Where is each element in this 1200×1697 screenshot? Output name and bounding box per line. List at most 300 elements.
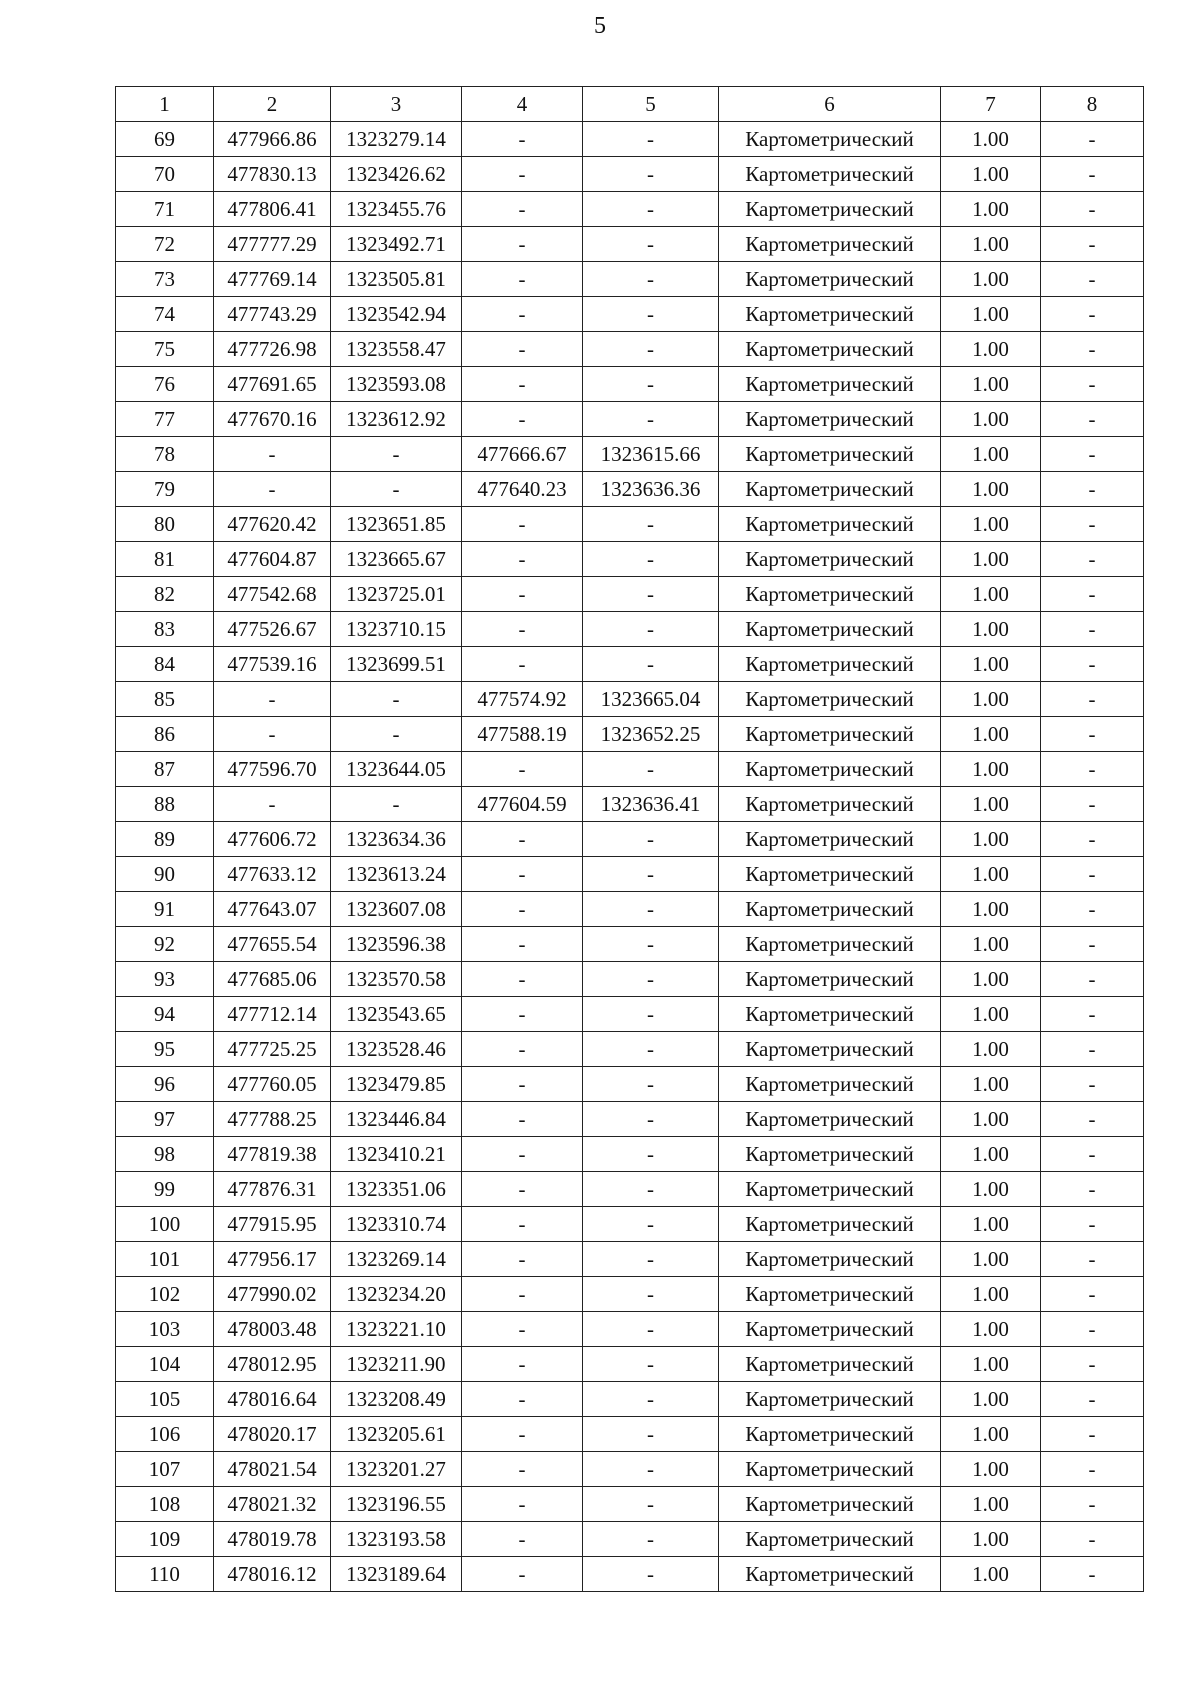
table-cell: - bbox=[462, 1382, 583, 1417]
column-header: 2 bbox=[214, 87, 331, 122]
table-cell: 92 bbox=[116, 927, 214, 962]
table-cell: - bbox=[1041, 1137, 1144, 1172]
table-cell: 98 bbox=[116, 1137, 214, 1172]
table-cell: Картометрический bbox=[719, 192, 941, 227]
table-cell: 1.00 bbox=[941, 1207, 1041, 1242]
table-cell: 477760.05 bbox=[214, 1067, 331, 1102]
table-cell: - bbox=[583, 752, 719, 787]
table-cell: Картометрический bbox=[719, 1172, 941, 1207]
table-cell: - bbox=[1041, 822, 1144, 857]
table-cell: 1323543.65 bbox=[331, 997, 462, 1032]
table-cell: 87 bbox=[116, 752, 214, 787]
table-cell: 1.00 bbox=[941, 1067, 1041, 1102]
table-cell: 1.00 bbox=[941, 1417, 1041, 1452]
table-cell: Картометрический bbox=[719, 962, 941, 997]
table-cell: 1.00 bbox=[941, 472, 1041, 507]
table-row bbox=[116, 997, 1144, 1032]
table-cell: - bbox=[583, 1557, 719, 1592]
table-cell: - bbox=[1041, 1417, 1144, 1452]
table-cell: - bbox=[1041, 1522, 1144, 1557]
table-row bbox=[116, 682, 1144, 717]
table-cell: 477769.14 bbox=[214, 262, 331, 297]
table-cell: 477606.72 bbox=[214, 822, 331, 857]
table-cell: - bbox=[462, 1067, 583, 1102]
table-cell: 477620.42 bbox=[214, 507, 331, 542]
table-cell: - bbox=[1041, 507, 1144, 542]
table-cell: 73 bbox=[116, 262, 214, 297]
table-cell: - bbox=[583, 227, 719, 262]
table-cell: - bbox=[331, 717, 462, 752]
table-cell: 1323613.24 bbox=[331, 857, 462, 892]
table-cell: 478019.78 bbox=[214, 1522, 331, 1557]
table-cell: 1.00 bbox=[941, 1102, 1041, 1137]
table-cell: 1323665.04 bbox=[583, 682, 719, 717]
table-cell: 1323196.55 bbox=[331, 1487, 462, 1522]
table-cell: - bbox=[583, 1207, 719, 1242]
table-cell: - bbox=[1041, 892, 1144, 927]
table-cell: 1.00 bbox=[941, 717, 1041, 752]
table-cell: - bbox=[1041, 787, 1144, 822]
table-cell: Картометрический bbox=[719, 227, 941, 262]
table-cell: 74 bbox=[116, 297, 214, 332]
table-cell: - bbox=[1041, 192, 1144, 227]
table-cell: 477588.19 bbox=[462, 717, 583, 752]
table-cell: Картометрический bbox=[719, 717, 941, 752]
table-cell: - bbox=[583, 1487, 719, 1522]
table-row bbox=[116, 612, 1144, 647]
table-cell: Картометрический bbox=[719, 577, 941, 612]
table-cell: - bbox=[331, 437, 462, 472]
table-cell: 78 bbox=[116, 437, 214, 472]
table-cell: Картометрический bbox=[719, 1102, 941, 1137]
table-cell: Картометрический bbox=[719, 612, 941, 647]
table-row bbox=[116, 1277, 1144, 1312]
table-cell: - bbox=[462, 1172, 583, 1207]
table-cell: - bbox=[583, 822, 719, 857]
table-cell: 86 bbox=[116, 717, 214, 752]
table-row bbox=[116, 822, 1144, 857]
table-cell: - bbox=[462, 822, 583, 857]
table-cell: - bbox=[1041, 1557, 1144, 1592]
table-cell: 1.00 bbox=[941, 612, 1041, 647]
table-cell: Картометрический bbox=[719, 1032, 941, 1067]
table-cell: 110 bbox=[116, 1557, 214, 1592]
table-row bbox=[116, 577, 1144, 612]
table-cell: - bbox=[583, 1242, 719, 1277]
table-cell: - bbox=[1041, 1032, 1144, 1067]
table-cell: - bbox=[1041, 262, 1144, 297]
table-row bbox=[116, 1347, 1144, 1382]
table-cell: 477743.29 bbox=[214, 297, 331, 332]
table-cell: - bbox=[462, 122, 583, 157]
table-cell: 1.00 bbox=[941, 402, 1041, 437]
table-cell: Картометрический bbox=[719, 1312, 941, 1347]
table-row bbox=[116, 1032, 1144, 1067]
table-cell: 1323636.41 bbox=[583, 787, 719, 822]
table-cell: Картометрический bbox=[719, 297, 941, 332]
table-row bbox=[116, 297, 1144, 332]
table-row bbox=[116, 1522, 1144, 1557]
table-cell: 1323596.38 bbox=[331, 927, 462, 962]
table-row bbox=[116, 1102, 1144, 1137]
table-cell: 477643.07 bbox=[214, 892, 331, 927]
table-cell: 1323665.67 bbox=[331, 542, 462, 577]
table-cell: 477604.59 bbox=[462, 787, 583, 822]
table-cell: 106 bbox=[116, 1417, 214, 1452]
table-cell: - bbox=[462, 612, 583, 647]
coordinates-table bbox=[115, 86, 1144, 1592]
table-cell: - bbox=[1041, 997, 1144, 1032]
table-cell: - bbox=[462, 1312, 583, 1347]
table-cell: 82 bbox=[116, 577, 214, 612]
table-cell: - bbox=[583, 1312, 719, 1347]
table-cell: - bbox=[462, 1452, 583, 1487]
table-cell: 97 bbox=[116, 1102, 214, 1137]
table-cell: - bbox=[214, 682, 331, 717]
table-cell: - bbox=[1041, 472, 1144, 507]
table-cell: - bbox=[462, 1522, 583, 1557]
table-row bbox=[116, 1557, 1144, 1592]
table-cell: Картометрический bbox=[719, 367, 941, 402]
table-cell: - bbox=[1041, 367, 1144, 402]
table-cell: 478021.32 bbox=[214, 1487, 331, 1522]
table-cell: Картометрический bbox=[719, 437, 941, 472]
table-cell: Картометрический bbox=[719, 542, 941, 577]
table-cell: 1323279.14 bbox=[331, 122, 462, 157]
table-cell: 1.00 bbox=[941, 892, 1041, 927]
column-header: 1 bbox=[116, 87, 214, 122]
table-cell: Картометрический bbox=[719, 472, 941, 507]
table-cell: - bbox=[214, 787, 331, 822]
table-cell: Картометрический bbox=[719, 1137, 941, 1172]
table-cell: 1.00 bbox=[941, 542, 1041, 577]
table-cell: 108 bbox=[116, 1487, 214, 1522]
table-cell: - bbox=[583, 1067, 719, 1102]
table-cell: - bbox=[583, 857, 719, 892]
table-cell: - bbox=[1041, 1382, 1144, 1417]
table-cell: 1.00 bbox=[941, 647, 1041, 682]
table-cell: 1.00 bbox=[941, 787, 1041, 822]
table-row bbox=[116, 647, 1144, 682]
table-cell: - bbox=[331, 472, 462, 507]
table-cell: 1323636.36 bbox=[583, 472, 719, 507]
table-cell: - bbox=[462, 1207, 583, 1242]
table-cell: - bbox=[1041, 437, 1144, 472]
table-cell: 102 bbox=[116, 1277, 214, 1312]
table-cell: 1323201.27 bbox=[331, 1452, 462, 1487]
table-cell: 1.00 bbox=[941, 1172, 1041, 1207]
table-cell: 99 bbox=[116, 1172, 214, 1207]
table-cell: - bbox=[214, 437, 331, 472]
table-cell: - bbox=[1041, 1172, 1144, 1207]
table-cell: 1.00 bbox=[941, 1382, 1041, 1417]
table-cell: 1323652.25 bbox=[583, 717, 719, 752]
table-row bbox=[116, 262, 1144, 297]
table-row bbox=[116, 192, 1144, 227]
table-cell: - bbox=[583, 507, 719, 542]
table-cell: - bbox=[462, 647, 583, 682]
table-cell: 477788.25 bbox=[214, 1102, 331, 1137]
table-cell: Картометрический bbox=[719, 507, 941, 542]
table-row bbox=[116, 1207, 1144, 1242]
table-cell: 1.00 bbox=[941, 1277, 1041, 1312]
table-row bbox=[116, 367, 1144, 402]
table-cell: Картометрический bbox=[719, 997, 941, 1032]
table-cell: - bbox=[1041, 1242, 1144, 1277]
table-row bbox=[116, 332, 1144, 367]
table-cell: 1323205.61 bbox=[331, 1417, 462, 1452]
table-cell: - bbox=[462, 1487, 583, 1522]
table-row bbox=[116, 1487, 1144, 1522]
table-cell: 81 bbox=[116, 542, 214, 577]
table-cell: 79 bbox=[116, 472, 214, 507]
table-cell: - bbox=[214, 717, 331, 752]
table-cell: 1.00 bbox=[941, 262, 1041, 297]
table-cell: - bbox=[1041, 1487, 1144, 1522]
table-cell: 1.00 bbox=[941, 577, 1041, 612]
table-cell: - bbox=[583, 1347, 719, 1382]
table-header bbox=[116, 87, 1144, 122]
table-cell: 478020.17 bbox=[214, 1417, 331, 1452]
table-cell: - bbox=[583, 927, 719, 962]
table-cell: 96 bbox=[116, 1067, 214, 1102]
table-cell: 1323651.85 bbox=[331, 507, 462, 542]
table-cell: - bbox=[1041, 647, 1144, 682]
table-cell: - bbox=[583, 1452, 719, 1487]
table-cell: 103 bbox=[116, 1312, 214, 1347]
table-row bbox=[116, 1242, 1144, 1277]
table-cell: - bbox=[1041, 1207, 1144, 1242]
table-row bbox=[116, 1067, 1144, 1102]
table-cell: 1323410.21 bbox=[331, 1137, 462, 1172]
column-header: 5 bbox=[583, 87, 719, 122]
table-cell: - bbox=[583, 122, 719, 157]
table-cell: 71 bbox=[116, 192, 214, 227]
page-number: 5 bbox=[594, 13, 606, 39]
table-cell: 104 bbox=[116, 1347, 214, 1382]
table-cell: 1.00 bbox=[941, 822, 1041, 857]
table-cell: 70 bbox=[116, 157, 214, 192]
table-cell: - bbox=[1041, 927, 1144, 962]
table-cell: 1323426.62 bbox=[331, 157, 462, 192]
table-cell: - bbox=[583, 1522, 719, 1557]
table-cell: - bbox=[462, 1137, 583, 1172]
table-cell: 1.00 bbox=[941, 227, 1041, 262]
table-cell: Картометрический bbox=[719, 1522, 941, 1557]
table-cell: Картометрический bbox=[719, 892, 941, 927]
table-cell: 477876.31 bbox=[214, 1172, 331, 1207]
table-body bbox=[116, 122, 1144, 1592]
table-cell: 84 bbox=[116, 647, 214, 682]
table-cell: - bbox=[1041, 682, 1144, 717]
table-cell: - bbox=[583, 332, 719, 367]
table-cell: 1.00 bbox=[941, 962, 1041, 997]
table-cell: - bbox=[583, 1032, 719, 1067]
table-cell: 1.00 bbox=[941, 682, 1041, 717]
table-cell: 1.00 bbox=[941, 157, 1041, 192]
table-cell: 1323193.58 bbox=[331, 1522, 462, 1557]
table-cell: - bbox=[462, 1557, 583, 1592]
table-cell: - bbox=[462, 927, 583, 962]
table-cell: 1.00 bbox=[941, 997, 1041, 1032]
column-header: 3 bbox=[331, 87, 462, 122]
table-cell: 477990.02 bbox=[214, 1277, 331, 1312]
table-cell: 478016.64 bbox=[214, 1382, 331, 1417]
table-cell: - bbox=[462, 857, 583, 892]
table-cell: - bbox=[462, 752, 583, 787]
table-cell: 477604.87 bbox=[214, 542, 331, 577]
table-cell: Картометрический bbox=[719, 647, 941, 682]
table-cell: - bbox=[462, 332, 583, 367]
table-cell: - bbox=[331, 787, 462, 822]
table-cell: 1323593.08 bbox=[331, 367, 462, 402]
table-row bbox=[116, 1382, 1144, 1417]
table-cell: - bbox=[462, 1032, 583, 1067]
table-cell: 477574.92 bbox=[462, 682, 583, 717]
table-cell: 1.00 bbox=[941, 752, 1041, 787]
table-cell: 1.00 bbox=[941, 367, 1041, 402]
table-cell: 1.00 bbox=[941, 1137, 1041, 1172]
table-cell: 77 bbox=[116, 402, 214, 437]
table-row bbox=[116, 787, 1144, 822]
table-cell: - bbox=[583, 1172, 719, 1207]
table-cell: 93 bbox=[116, 962, 214, 997]
table-cell: - bbox=[462, 227, 583, 262]
table-cell: - bbox=[1041, 1347, 1144, 1382]
table-cell: 478012.95 bbox=[214, 1347, 331, 1382]
table-cell: 477640.23 bbox=[462, 472, 583, 507]
table-cell: 477806.41 bbox=[214, 192, 331, 227]
table-cell: 1.00 bbox=[941, 1487, 1041, 1522]
table-cell: 477830.13 bbox=[214, 157, 331, 192]
table-cell: 477655.54 bbox=[214, 927, 331, 962]
table-cell: - bbox=[1041, 1312, 1144, 1347]
table-cell: Картометрический bbox=[719, 857, 941, 892]
table-cell: - bbox=[214, 472, 331, 507]
table-cell: 1.00 bbox=[941, 192, 1041, 227]
table-cell: - bbox=[462, 1347, 583, 1382]
table-cell: 88 bbox=[116, 787, 214, 822]
table-cell: 477777.29 bbox=[214, 227, 331, 262]
table-cell: 1.00 bbox=[941, 1557, 1041, 1592]
table-cell: 107 bbox=[116, 1452, 214, 1487]
table-row bbox=[116, 752, 1144, 787]
table-cell: - bbox=[1041, 542, 1144, 577]
table-cell: - bbox=[1041, 402, 1144, 437]
table-cell: - bbox=[583, 997, 719, 1032]
table-cell: - bbox=[583, 577, 719, 612]
table-cell: 1323615.66 bbox=[583, 437, 719, 472]
table-row bbox=[116, 122, 1144, 157]
table-cell: Картометрический bbox=[719, 787, 941, 822]
table-cell: 1323211.90 bbox=[331, 1347, 462, 1382]
table-cell: 478021.54 bbox=[214, 1452, 331, 1487]
table-cell: 477691.65 bbox=[214, 367, 331, 402]
table-cell: - bbox=[583, 1277, 719, 1312]
table-cell: 1.00 bbox=[941, 297, 1041, 332]
table-row bbox=[116, 1452, 1144, 1487]
table-cell: - bbox=[583, 1102, 719, 1137]
table-cell: Картометрический bbox=[719, 682, 941, 717]
table-cell: - bbox=[1041, 1102, 1144, 1137]
table-cell: - bbox=[583, 612, 719, 647]
table-cell: - bbox=[583, 1417, 719, 1452]
table-cell: - bbox=[462, 1102, 583, 1137]
table-cell: 85 bbox=[116, 682, 214, 717]
table-row bbox=[116, 507, 1144, 542]
table-cell: 477956.17 bbox=[214, 1242, 331, 1277]
table-cell: 1323234.20 bbox=[331, 1277, 462, 1312]
table-cell: 477542.68 bbox=[214, 577, 331, 612]
table-cell: - bbox=[462, 892, 583, 927]
table-cell: - bbox=[1041, 857, 1144, 892]
table-cell: - bbox=[1041, 962, 1144, 997]
table-cell: 1.00 bbox=[941, 507, 1041, 542]
table-cell: - bbox=[1041, 297, 1144, 332]
table-cell: 1.00 bbox=[941, 1242, 1041, 1277]
table-cell: 1.00 bbox=[941, 1312, 1041, 1347]
table-cell: Картометрический bbox=[719, 122, 941, 157]
table-cell: - bbox=[1041, 1067, 1144, 1102]
table-cell: 477539.16 bbox=[214, 647, 331, 682]
table-cell: Картометрический bbox=[719, 927, 941, 962]
table-cell: 1.00 bbox=[941, 437, 1041, 472]
table-cell: 94 bbox=[116, 997, 214, 1032]
table-cell: 91 bbox=[116, 892, 214, 927]
table-cell: 76 bbox=[116, 367, 214, 402]
table-cell: - bbox=[462, 157, 583, 192]
table-cell: 109 bbox=[116, 1522, 214, 1557]
table-cell: Картометрический bbox=[719, 822, 941, 857]
table-cell: - bbox=[1041, 157, 1144, 192]
table-cell: 1323634.36 bbox=[331, 822, 462, 857]
table-cell: - bbox=[1041, 332, 1144, 367]
table-cell: Картометрический bbox=[719, 1347, 941, 1382]
table-cell: - bbox=[583, 262, 719, 297]
table-cell: 90 bbox=[116, 857, 214, 892]
table-cell: 89 bbox=[116, 822, 214, 857]
table-cell: 477666.67 bbox=[462, 437, 583, 472]
table-cell: 477966.86 bbox=[214, 122, 331, 157]
table-cell: - bbox=[462, 997, 583, 1032]
table-row bbox=[116, 1172, 1144, 1207]
table-cell: - bbox=[583, 402, 719, 437]
table-cell: - bbox=[462, 1277, 583, 1312]
table-row bbox=[116, 927, 1144, 962]
table-cell: 95 bbox=[116, 1032, 214, 1067]
table-cell: 1323542.94 bbox=[331, 297, 462, 332]
table-cell: - bbox=[462, 542, 583, 577]
table-cell: 105 bbox=[116, 1382, 214, 1417]
table-cell: 477633.12 bbox=[214, 857, 331, 892]
table-cell: - bbox=[1041, 227, 1144, 262]
table-cell: 1323505.81 bbox=[331, 262, 462, 297]
table-cell: Картометрический bbox=[719, 332, 941, 367]
table-cell: Картометрический bbox=[719, 1487, 941, 1522]
table-cell: Картометрический bbox=[719, 262, 941, 297]
table-row bbox=[116, 402, 1144, 437]
table-cell: - bbox=[462, 962, 583, 997]
column-header: 7 bbox=[941, 87, 1041, 122]
table-cell: - bbox=[462, 367, 583, 402]
table-cell: - bbox=[331, 682, 462, 717]
table-cell: - bbox=[1041, 1277, 1144, 1312]
table-row bbox=[116, 157, 1144, 192]
table-cell: 1323269.14 bbox=[331, 1242, 462, 1277]
table-cell: 477819.38 bbox=[214, 1137, 331, 1172]
table-cell: 1.00 bbox=[941, 122, 1041, 157]
table-cell: 1323558.47 bbox=[331, 332, 462, 367]
